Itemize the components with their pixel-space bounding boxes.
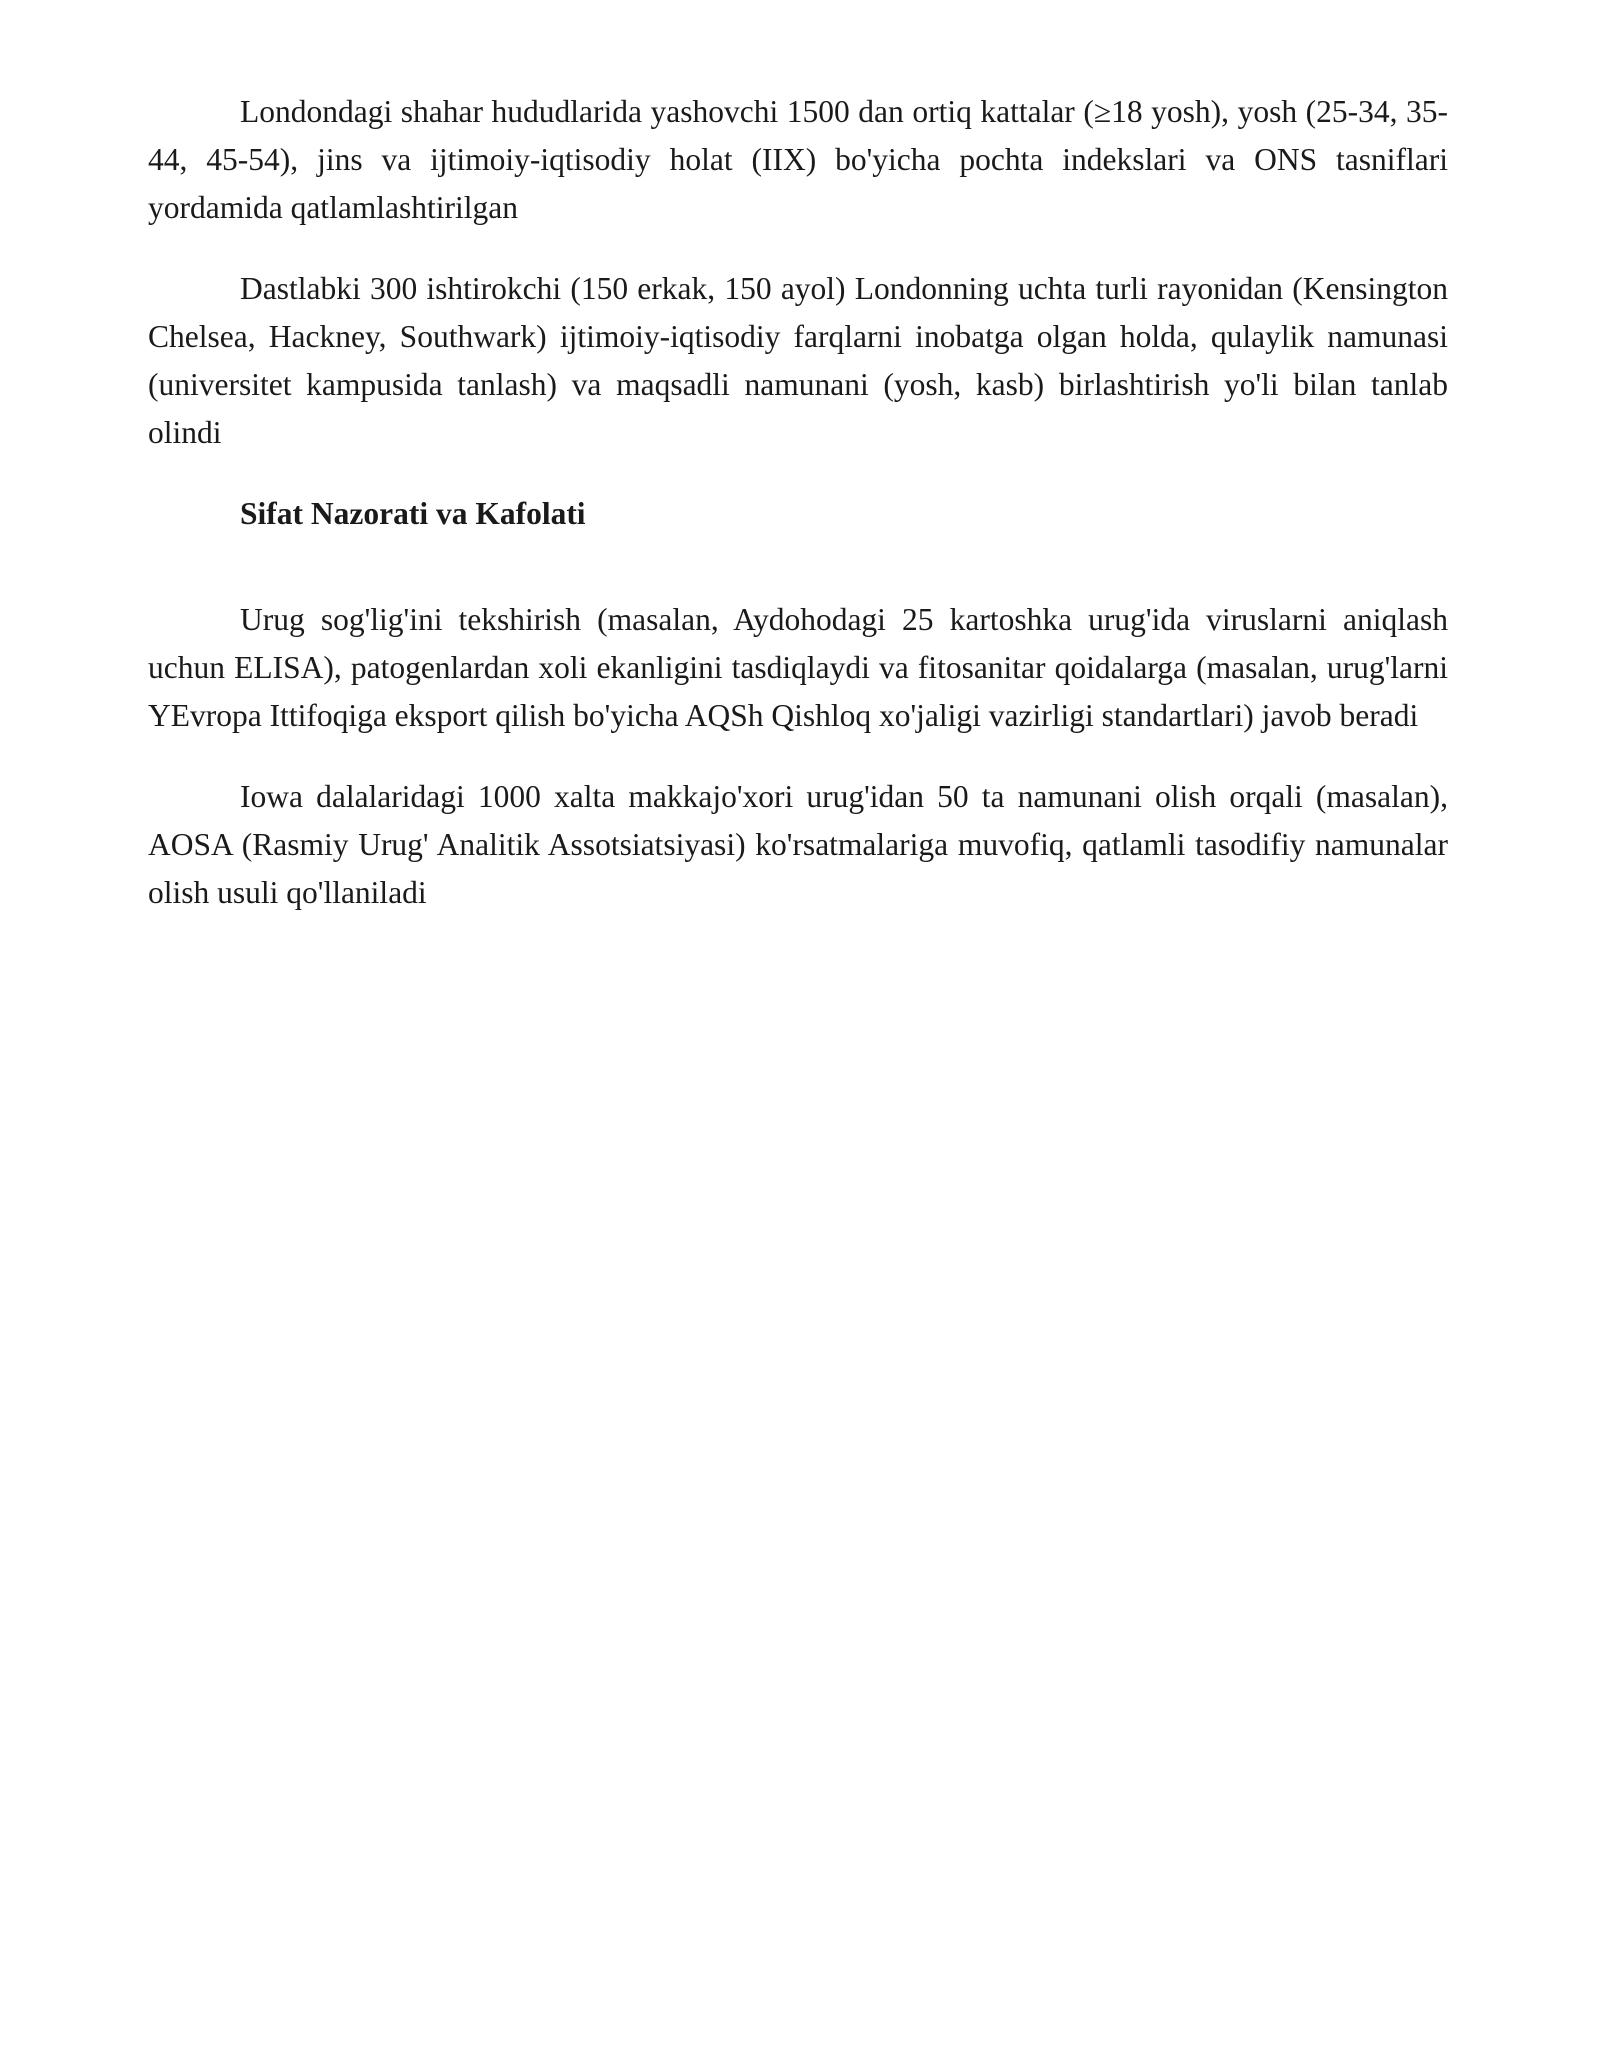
paragraph-stratified-sampling: Iowa dalalaridagi 1000 xalta makkajo'xori urug'idan 50 ta namunani olish orqali (masalan), AOSA (Rasmiy Urug' Analitik Assotsiatsiyasi) ko'rsatmalariga muvofiq, qatlamli tasodifiy namunalar olish usuli qo'llaniladi bbox=[148, 779, 1448, 910]
section-heading: Sifat Nazorati va Kafolati bbox=[240, 496, 586, 531]
heading-spacer bbox=[148, 538, 1448, 596]
document-body bbox=[148, 88, 1448, 950]
paragraph-sampling-london-adults: Londondagi shahar hududlarida yashovchi 1500 dan ortiq kattalar (≥18 yosh), yosh (25-34, 35-44, 45-54), jins va ijtimoiy-iqtisodiy holat (IIX) bo'yicha pochta indekslari va ONS tasniflari yordamida qatlamlashtirilgan bbox=[148, 94, 1448, 225]
paragraph-seed-health-testing: Urug sog'lig'ini tekshirish (masalan, Aydohodagi 25 kartoshka urug'ida viruslarni aniqlash uchun ELISA), patogenlardan xoli ekanligini tasdiqlaydi va fitosanitar qoidalarga (masalan, urug'larni YEvropa Ittifoqiga eksport qilish bo'yicha AQSh Qishloq xo'jaligi vazirligi standartlari) javob beradi bbox=[148, 602, 1448, 733]
paragraph-initial-participants: Dastlabki 300 ishtirokchi (150 erkak, 150 ayol) Londonning uchta turli rayonidan (Kensington Chelsea, Hackney, Southwark) ijtimoiy-iqtisodiy farqlarni inobatga olgan holda, qulaylik namunasi (universitet kampusida tanlash) va maqsadli namunani (yosh, kasb) birlashtirish yo'li bilan tanlab olindi bbox=[148, 271, 1448, 450]
